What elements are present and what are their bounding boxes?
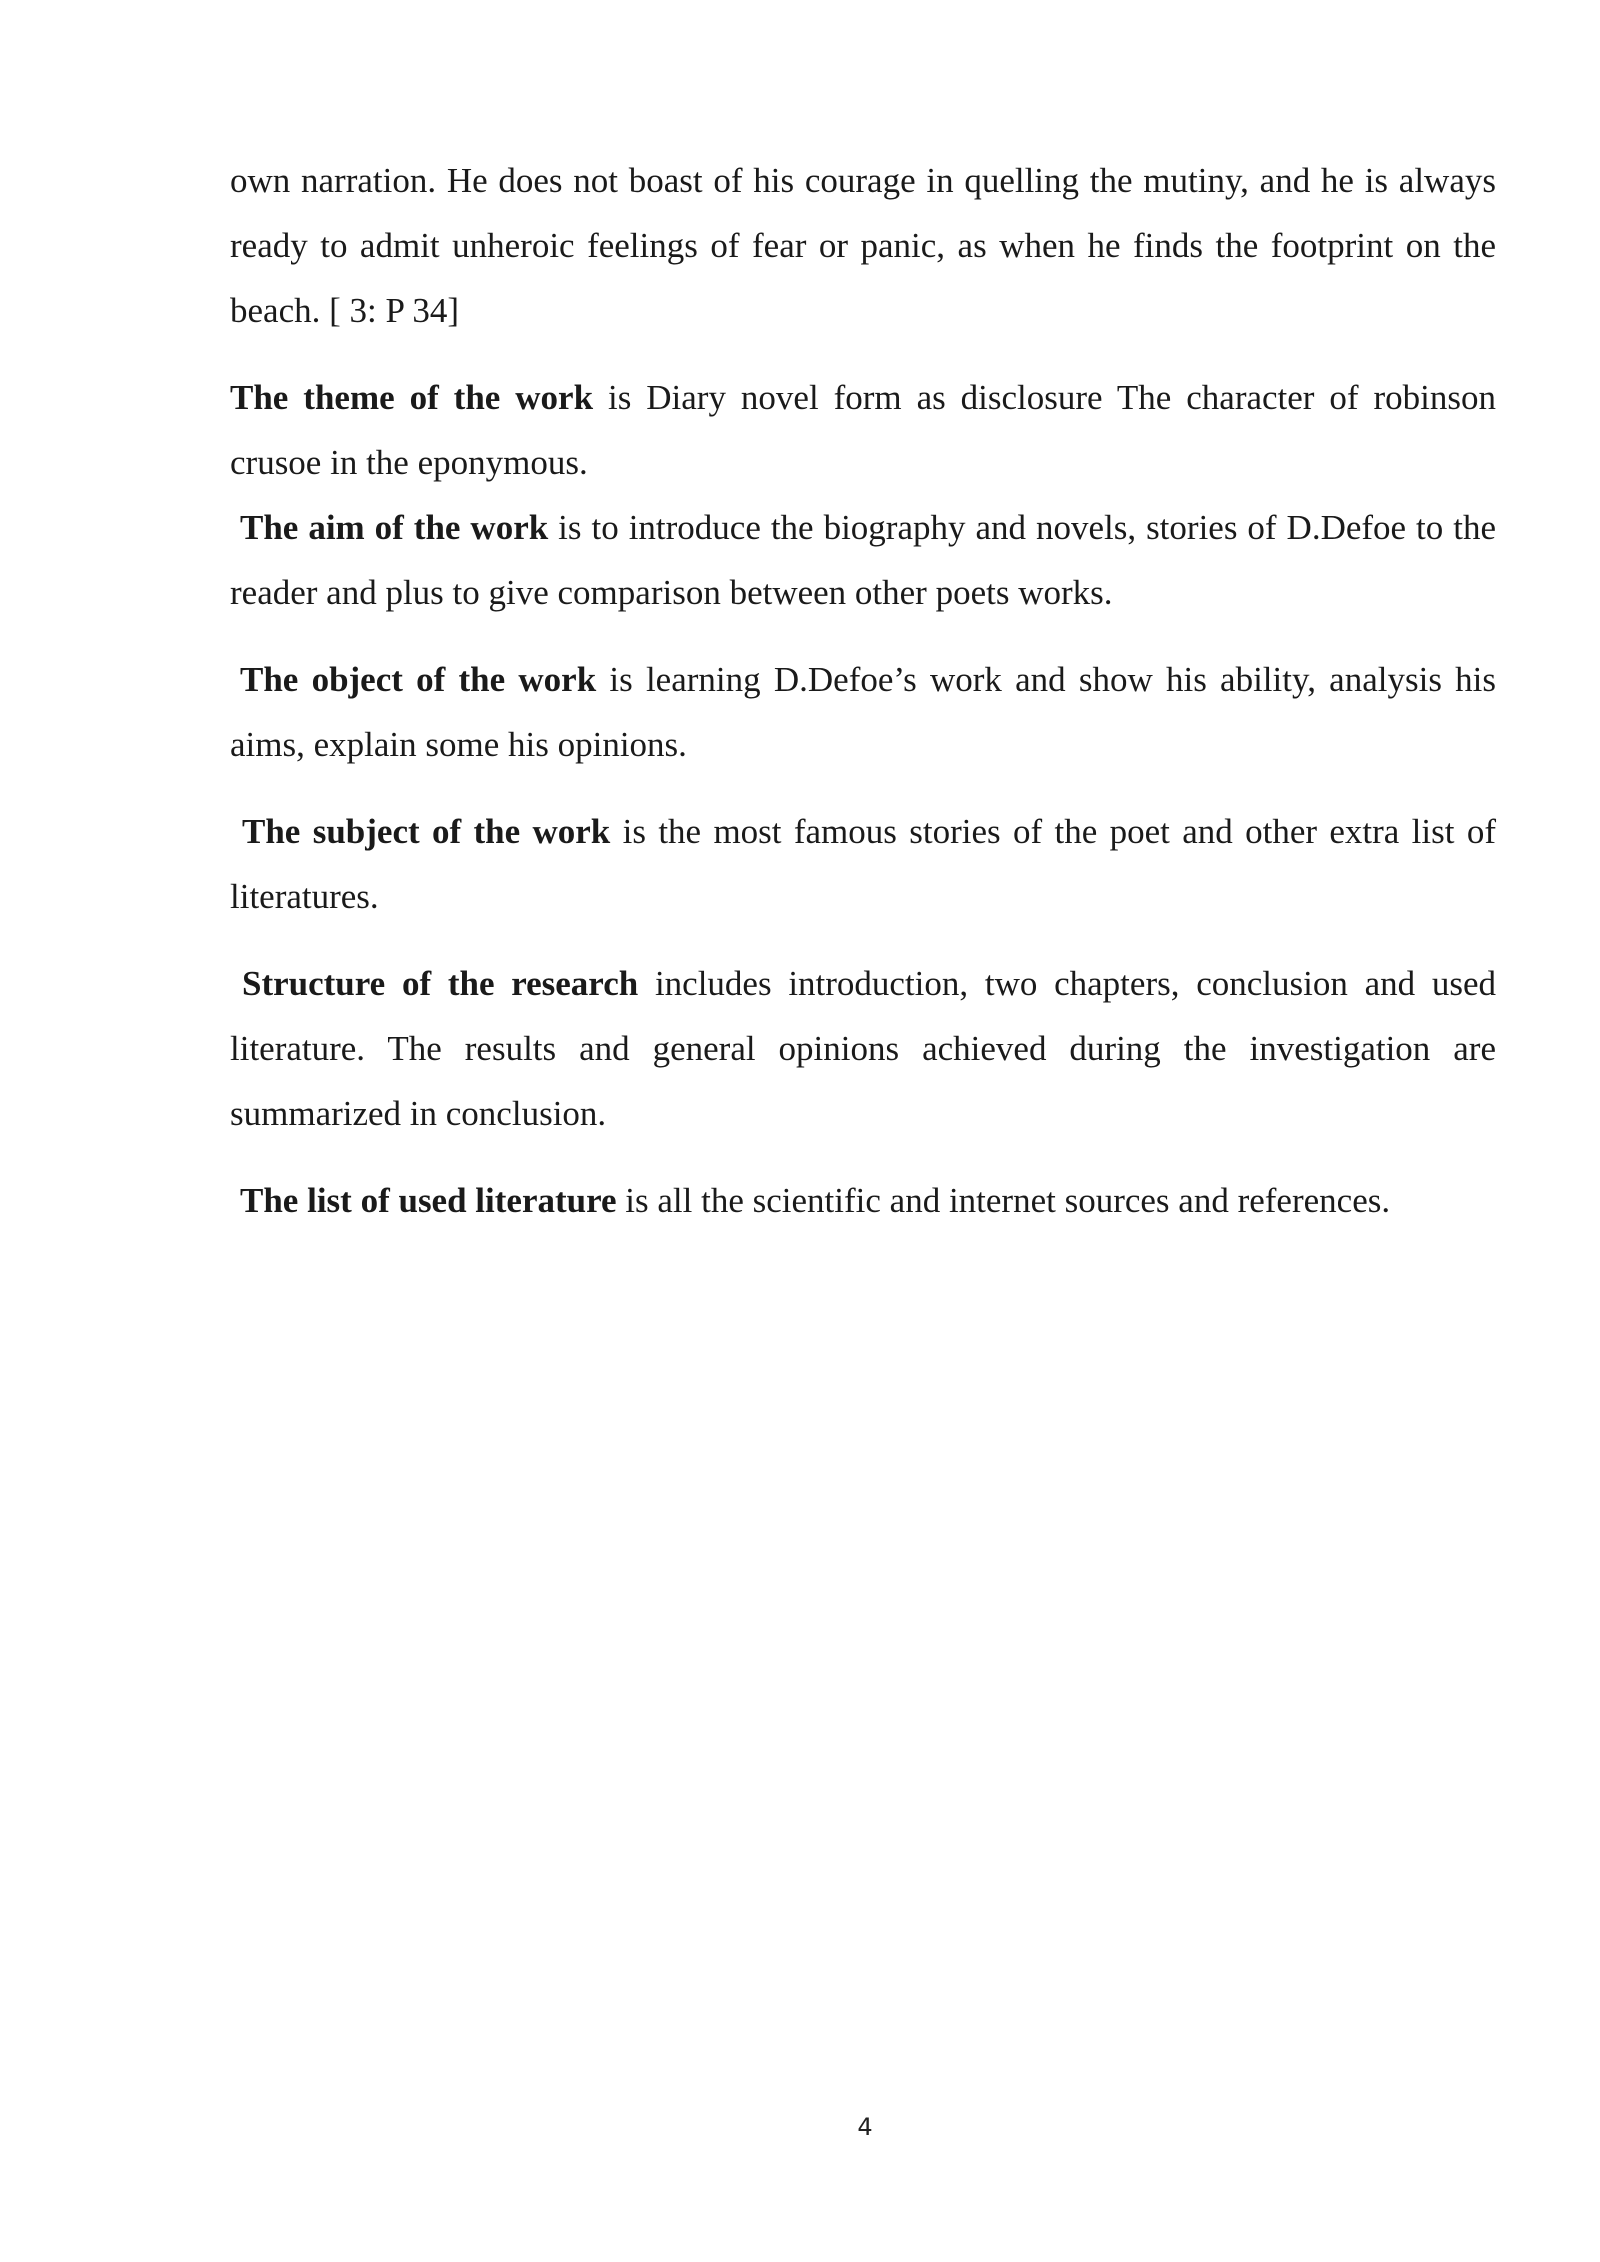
intro-paragraph [230,148,1496,343]
theme-paragraph [230,365,1496,495]
subject-paragraph [230,799,1496,929]
page-number: 4 [857,2113,873,2141]
aim-heading: The aim of the work [240,508,549,547]
subject-heading: The subject of the work [242,812,611,851]
theme-heading: The theme of the work [230,378,594,417]
literature-text: is all the scientific and internet sources and references. [616,1181,1391,1220]
literature-heading: The list of used literature [240,1181,617,1220]
literature-paragraph [230,1168,1496,1233]
page-body [230,148,1496,1233]
object-paragraph [230,647,1496,777]
object-heading: The object of the work [240,660,597,699]
theme-text: is Diary novel form as disclosure The character of robinson crusoe in the eponymous. [230,378,1496,482]
aim-text: is to introduce the biography and novels, stories of D.Defoe to the reader and plus to give comparison between other poets works. [230,508,1496,612]
aim-paragraph [230,495,1496,625]
intro-text: own narration. He does not boast of his courage in quelling the mutiny, and he is always ready to admit unheroic feelings of fear or panic, as when he finds the footprint on the beach. [ 3: P 34] [230,161,1496,330]
structure-heading: Structure of the research [242,964,639,1003]
subject-text: is the most famous stories of the poet and other extra list of literatures. [230,812,1496,916]
structure-text: includes introduction, two chapters, conclusion and used literature. The results and general opinions achieved during the investigation are summarized in conclusion. [230,964,1496,1133]
structure-paragraph [230,951,1496,1146]
object-text: is learning D.Defoe’s work and show his ability, analysis his aims, explain some his opinions. [230,660,1497,764]
